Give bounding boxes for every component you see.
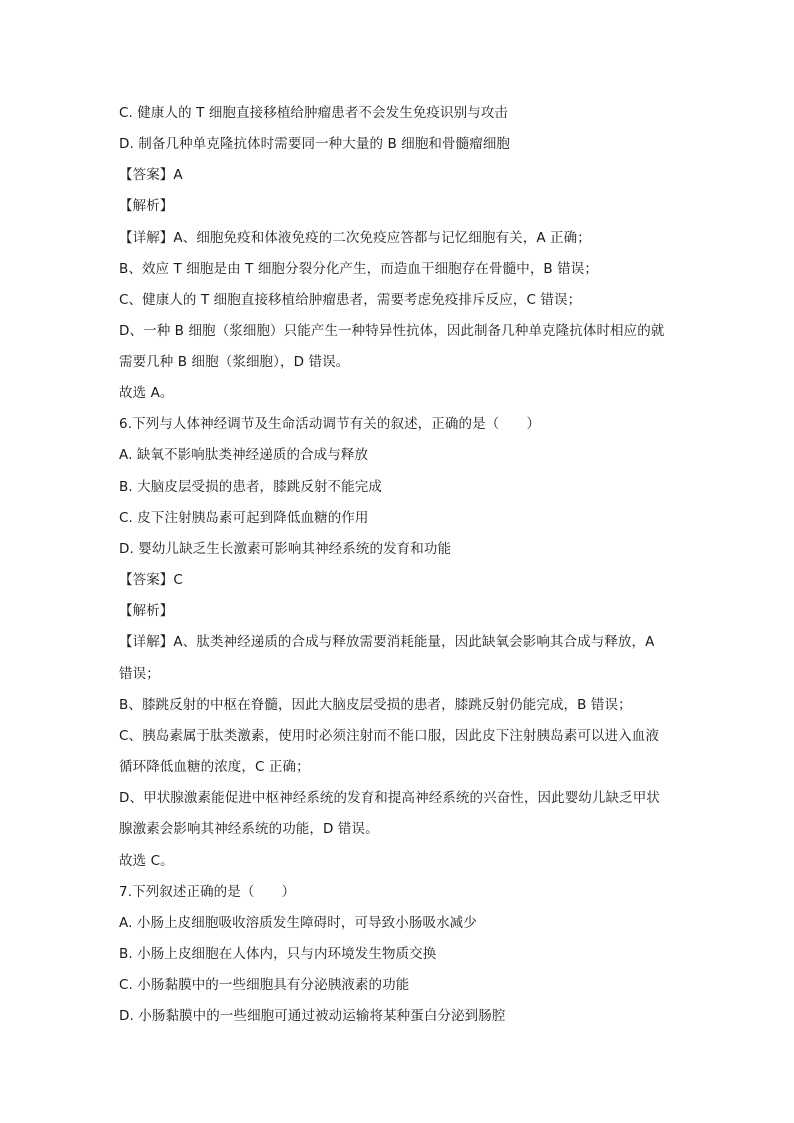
option-c-q6: C. 皮下注射胰岛素可起到降低血糖的作用	[119, 510, 369, 526]
answer-q5: 【答案】A	[119, 167, 183, 183]
option-d-q6: D. 婴幼儿缺乏生长激素可影响其神经系统的发育和功能	[119, 541, 452, 557]
explanation-c-q6-line1: C、胰岛素属于肽类激素，使用时必须注射而不能口服，因此皮下注射胰岛素可以进入血液	[119, 728, 659, 744]
analysis-heading-q5: 【解析】	[119, 198, 174, 214]
option-c-q7: C. 小肠黏膜中的一些细胞具有分泌胰液素的功能	[119, 977, 410, 993]
explanation-a-q6-line2: 错误；	[119, 666, 160, 682]
explanation-d-q5-line1: D、一种 B 细胞（浆细胞）只能产生一种特异性抗体，因此制备几种单克隆抗体时相应的就	[119, 323, 665, 339]
explanation-b-q6: B、膝跳反射的中枢在脊髓，因此大脑皮层受损的患者，膝跳反射仍能完成，B 错误；	[119, 697, 632, 713]
option-a-q7: A. 小肠上皮细胞吸收溶质发生障碍时，可导致小肠吸水减少	[119, 915, 477, 931]
option-b-q6: B. 大脑皮层受损的患者，膝跳反射不能完成	[119, 479, 382, 495]
explanation-d-q6-line2: 腺激素会影响其神经系统的功能，D 错误。	[119, 821, 379, 837]
explanation-a-q5: 【详解】A、细胞免疫和体液免疫的二次免疫应答都与记忆细胞有关，A 正确；	[119, 230, 591, 246]
option-a-q6: A. 缺氧不影响肽类神经递质的合成与释放	[119, 447, 369, 463]
option-d-q7: D. 小肠黏膜中的一些细胞可通过被动运输将某种蛋白分泌到肠腔	[119, 1008, 506, 1024]
question-6: 6.下列与人体神经调节及生命活动调节有关的叙述，正确的是（ ）	[119, 416, 541, 432]
explanation-b-q5: B、效应 T 细胞是由 T 细胞分裂分化产生，而造血干细胞存在骨髓中，B 错误；	[119, 261, 598, 277]
question-7: 7.下列叙述正确的是（ ）	[119, 884, 296, 900]
explanation-d-q6-line1: D、甲状腺激素能促进中枢神经系统的发育和提高神经系统的兴奋性，因此婴幼儿缺乏甲状	[119, 790, 660, 806]
analysis-heading-q6: 【解析】	[119, 603, 174, 619]
explanation-d-q5-line2: 需要几种 B 细胞（浆细胞），D 错误。	[119, 354, 350, 370]
option-d-q5: D. 制备几种单克隆抗体时需要同一种大量的 B 细胞和骨髓瘤细胞	[119, 136, 511, 152]
option-c-q5: C. 健康人的 T 细胞直接移植给肿瘤患者不会发生免疫识别与攻击	[119, 105, 509, 121]
explanation-a-q6-line1: 【详解】A、肽类神经递质的合成与释放需要消耗能量，因此缺氧会影响其合成与释放，A	[119, 634, 655, 650]
option-b-q7: B. 小肠上皮细胞在人体内，只与内环境发生物质交换	[119, 946, 437, 962]
answer-q6: 【答案】C	[119, 572, 183, 588]
conclusion-q6: 故选 C。	[119, 853, 174, 869]
explanation-c-q6-line2: 循环降低血糖的浓度，C 正确；	[119, 759, 310, 775]
conclusion-q5: 故选 A。	[119, 385, 174, 401]
explanation-c-q5: C、健康人的 T 细胞直接移植给肿瘤患者，需要考虑免疫排斥反应，C 错误；	[119, 292, 582, 308]
